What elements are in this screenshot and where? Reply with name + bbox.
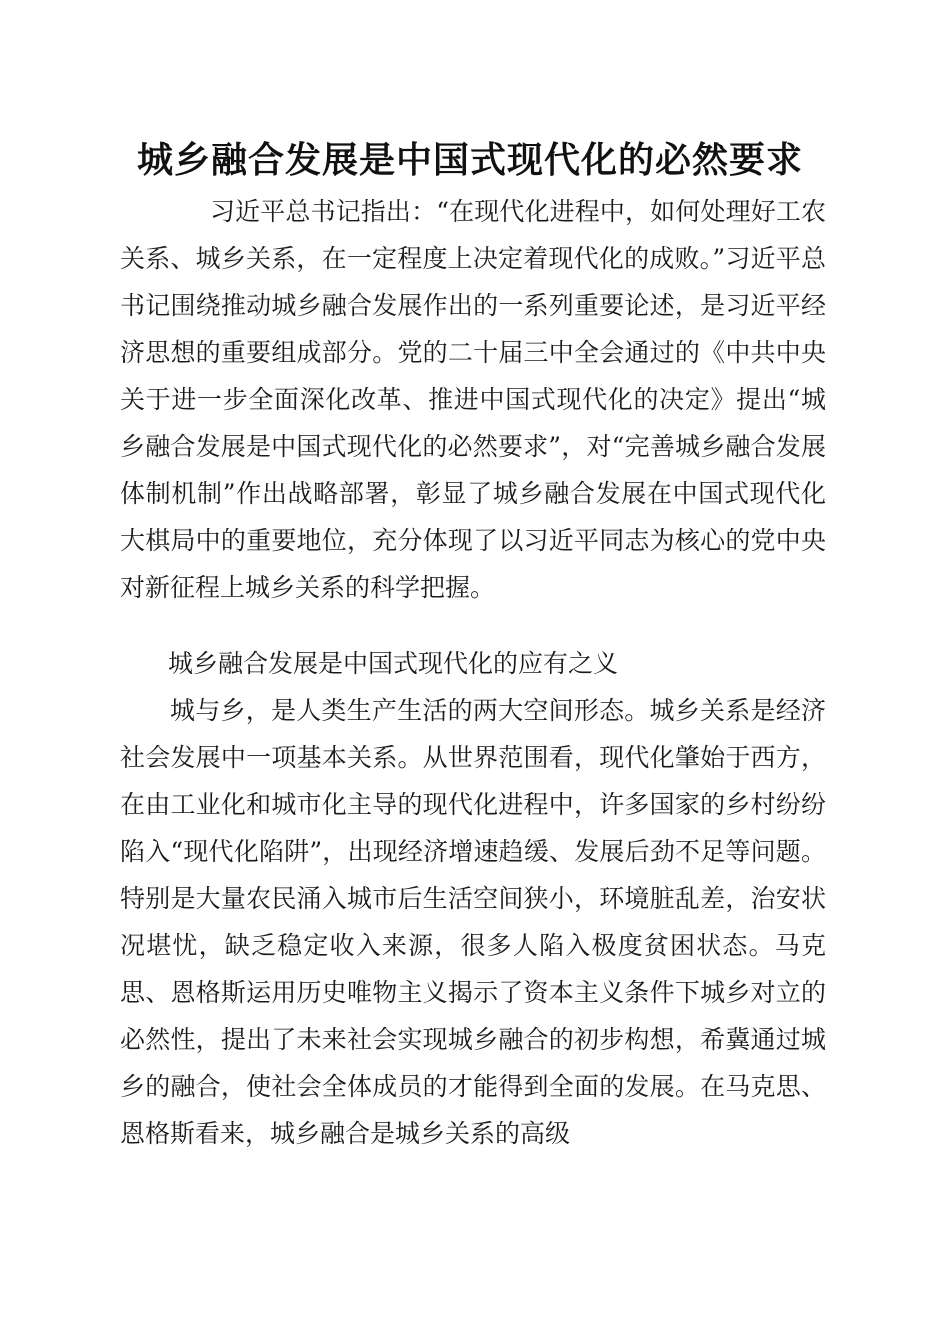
body-paragraph: 城与乡，是人类生产生活的两大空间形态。城乡关系是经济社会发展中一项基本关系。从世界范围看，现代化肇始于西方，在由工业化和城市化主导的现代化进程中，许多国家的乡村纷纷陷入“现代化陷阱”，出现经济增速趋缓、发展后劲不足等问题。特别是大量农民涌入城市后生活空间狭小，环境脏乱差，治安状况堪忧，缺乏稳定收入来源，很多人陷入极度贫困状态。马克思、恩格斯运用历史唯物主义揭示了资本主义条件下城乡对立的必然性，提出了未来社会实现城乡融合的初步构想，希冀通过城乡的融合，使社会全体成员的才能得到全面的发展。在马克思、恩格斯看来，城乡融合是城乡关系的高级 — [120, 696, 826, 1148]
section-subheading: 城乡融合发展是中国式现代化的应有之义 — [168, 649, 619, 678]
intro-paragraph: 习近平总书记指出：“在现代化进程中，如何处理好工农关系、城乡关系，在一定程度上决定着现代化的成败。”习近平总书记围绕推动城乡融合发展作出的一系列重要论述，是习近平经济思想的重要组成部分。党的二十届三中全会通过的《中共中央关于进一步全面深化改革、推进中国式现代化的决定》提出“城乡融合发展是中国式现代化的必然要求”，对“完善城乡融合发展体制机制”作出战略部署，彰显了城乡融合发展在中国式现代化大棋局中的重要地位，充分体现了以习近平同志为核心的党中央对新征程上城乡关系的科学把握。 — [120, 197, 826, 602]
document-title: 城乡融合发展是中国式现代化的必然要求 — [136, 139, 803, 181]
